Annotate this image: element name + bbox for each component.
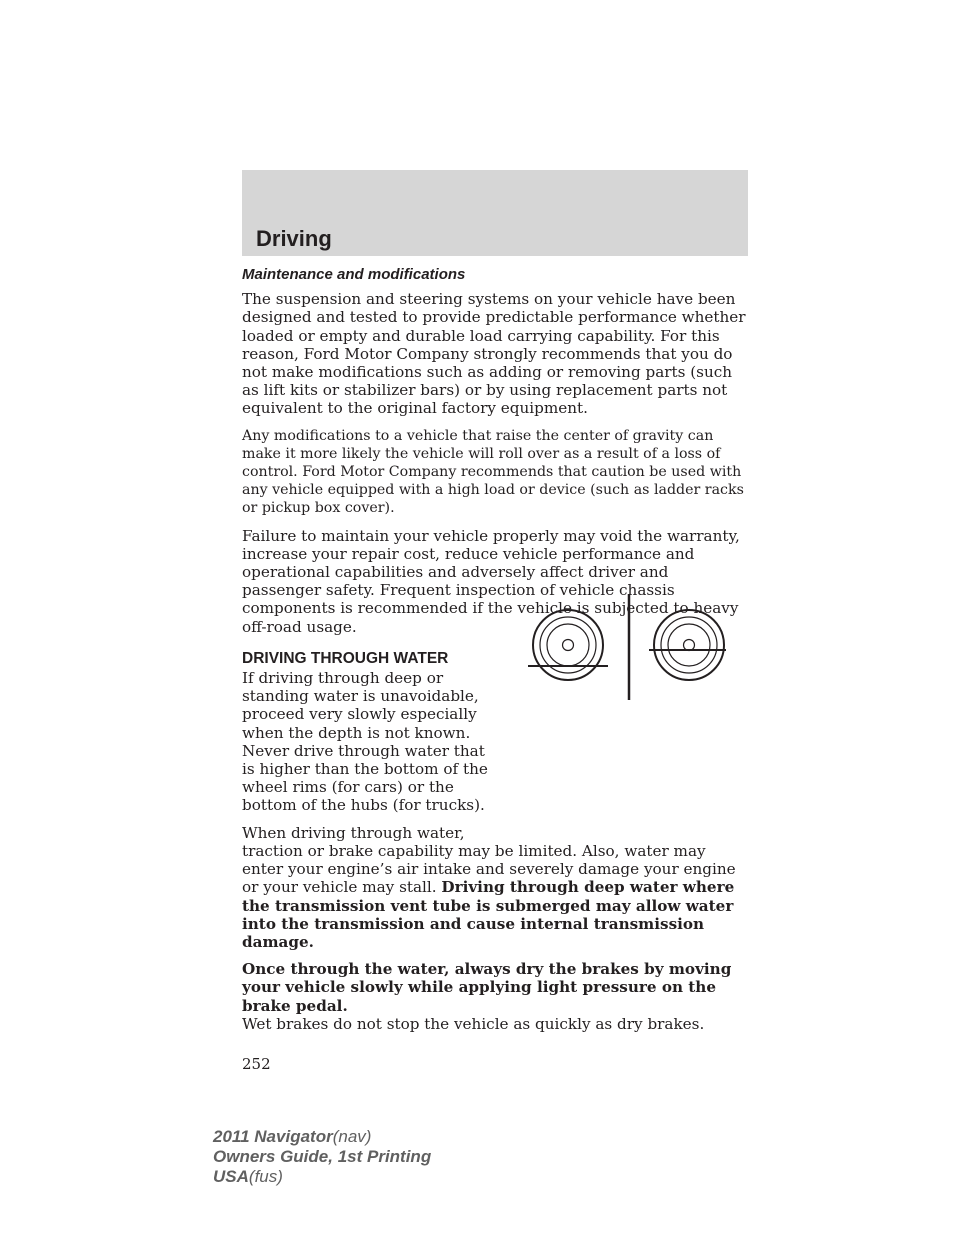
water-heading: DRIVING THROUGH WATER <box>242 649 449 667</box>
document-footer <box>213 1127 431 1187</box>
maintenance-paragraph-1: The suspension and steering systems on your vehicle have been designed and tested to provide predictable performance whether loaded or empty and durable load carrying capability. For this reason, Ford Motor Company strongly recommends that you do not make modifications such as adding or removing parts (such as lift kits or stabilizer bars) or by using replacement parts not equivalent to the original factory equipment. <box>242 290 746 418</box>
maintenance-paragraph-2: Any modifications to a vehicle that raise the center of gravity can make it more likely the vehicle will roll over as a result of a loss of control. Ford Motor Company recommends that caution be used with any vehicle equipped with a high load or device (such as ladder racks or pickup box cover). <box>242 427 744 517</box>
water-paragraph-2-rest: traction or brake capability may be limited. Also, water may enter your engine’s air intake and severely damage your engine or your vehicle may stall. <box>242 841 736 897</box>
footer-model-code: (nav) <box>332 1127 372 1146</box>
footer-line-3 <box>213 1167 431 1187</box>
water-paragraph-1: If driving through deep or standing water is unavoidable, proceed very slowly especially when the depth is not known. Never drive through water that is higher than the bottom of the wheel rims (for cars) or the bottom of the hubs (for trucks). <box>242 669 488 815</box>
footer-model: 2011 Navigator <box>213 1127 333 1146</box>
footer-line-2: Owners Guide, 1st Printing <box>213 1147 432 1166</box>
water-paragraph-3 <box>242 960 750 1033</box>
page-number: 252 <box>242 1055 271 1073</box>
maintenance-heading: Maintenance and modifications <box>242 266 466 283</box>
section-title: Driving <box>256 226 332 251</box>
car-wheel-icon <box>528 610 608 680</box>
water-paragraph-2-start: When driving through water, <box>242 823 465 842</box>
water-paragraph-2 <box>242 824 750 951</box>
truck-wheel-icon <box>649 610 726 680</box>
maintenance-paragraph-3: Failure to maintain your vehicle properly may void the warranty, increase your repair cost, reduce vehicle performance and operational capabilities and adversely affect driver and passenger safety. Frequent inspection of vehicle chassis components is recommended if the vehicle is subjected to heavy off-road usage. <box>242 526 740 636</box>
footer-line-1 <box>213 1127 431 1147</box>
water-paragraph-3-rest: Wet brakes do not stop the vehicle as quickly as dry brakes. <box>242 1014 705 1033</box>
footer-market: USA <box>213 1167 249 1186</box>
water-brake-warning: Once through the water, always dry the brakes by moving your vehicle slowly while applying light pressure on the brake pedal. <box>242 960 732 1015</box>
section-header <box>242 170 748 256</box>
water-depth-illustration <box>526 591 726 703</box>
footer-market-code: (fus) <box>248 1167 283 1186</box>
water-transmission-warning: Driving through deep water where the transmission vent tube is submerged may allow water into the transmission and cause internal transmission damage. <box>242 878 735 951</box>
